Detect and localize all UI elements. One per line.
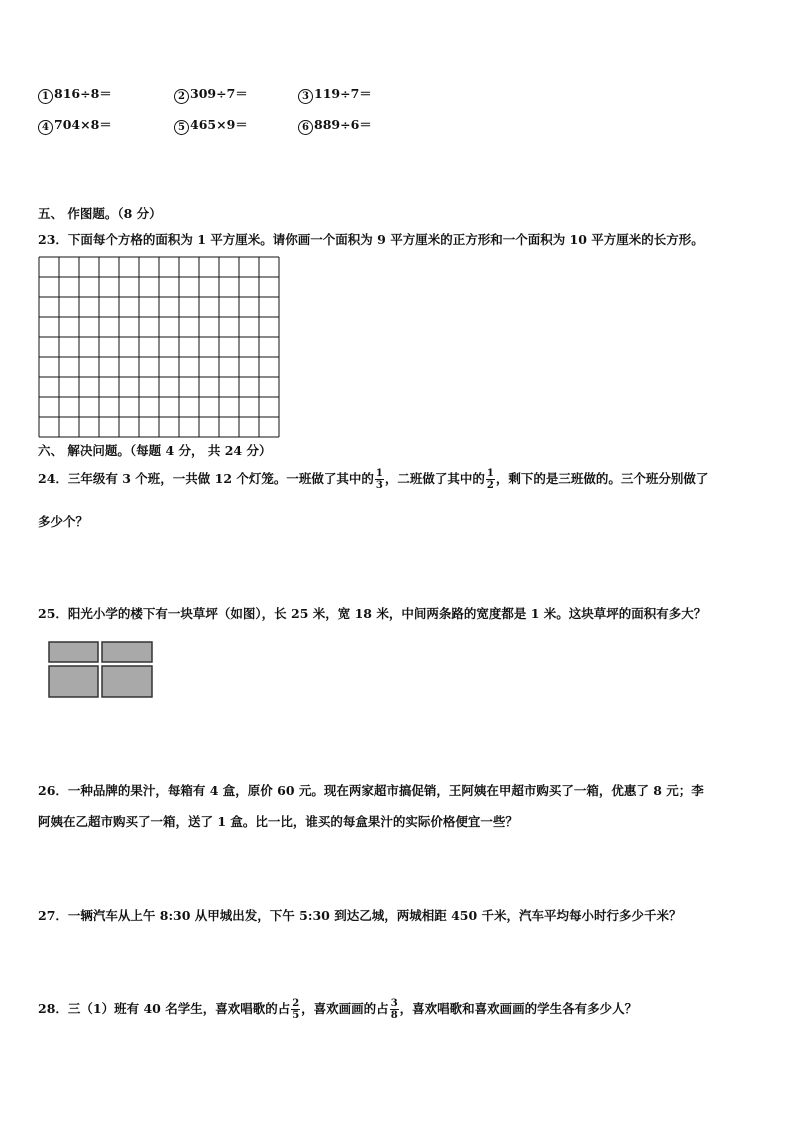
fraction-numerator: 2	[292, 998, 300, 1009]
circled-number: 6	[298, 120, 313, 135]
fraction-two-fifths	[291, 998, 300, 1021]
circled-number: 2	[174, 89, 189, 104]
calc-item-4	[38, 115, 112, 135]
fraction-denominator: 3	[375, 480, 383, 491]
question-24-text-1: 24．三年级有 3 个班，一共做 12 个灯笼。一班做了其中的	[38, 471, 374, 486]
circled-number: 3	[298, 89, 313, 104]
lawn-plot-bottom-right	[102, 666, 152, 697]
fraction-numerator: 1	[375, 468, 383, 479]
grid-lines	[39, 257, 279, 437]
question-24-line-2: 多少个？	[38, 514, 89, 529]
fraction-denominator: 2	[486, 480, 494, 491]
calc-item-1	[38, 84, 112, 104]
calc-item-5	[174, 115, 248, 135]
section-heading-problems: 六、 解决问题。（每题 4 分， 共 24 分）	[38, 443, 272, 458]
fraction-three-eighths	[390, 998, 399, 1021]
calc-expression: 309÷7＝	[190, 86, 248, 101]
question-24-text-2: ，二班做了其中的	[384, 471, 485, 486]
calc-expression: 465×9＝	[190, 117, 248, 132]
fraction-denominator: 8	[390, 1010, 398, 1021]
question-26-line-2: 阿姨在乙超市购买了一箱，送了 1 盒。比一比，谁买的每盒果汁的实际价格便宜一些？	[38, 814, 518, 829]
question-28	[38, 998, 637, 1021]
circled-number: 1	[38, 89, 53, 104]
calc-expression: 889÷6＝	[314, 117, 372, 132]
fraction-denominator: 5	[292, 1010, 300, 1021]
fraction-one-third	[375, 468, 384, 491]
question-28-text-1: 28．三（1）班有 40 名学生，喜欢唱歌的占	[38, 1001, 291, 1016]
section-heading-drawing: 五、 作图题。（8 分）	[38, 206, 162, 221]
question-23: 23．下面每个方格的面积为 1 平方厘米。请你画一个面积为 9 平方厘米的正方形和一个面积为 10 平方厘米的长方形。	[38, 232, 704, 247]
calc-expression: 816÷8＝	[54, 86, 112, 101]
question-28-text-2: ，喜欢画画的占	[301, 1001, 389, 1016]
lawn-plot-top-left	[49, 642, 98, 662]
question-26: 26．一种品牌的果汁，每箱有 4 盒，原价 60 元。现在两家超市搞促销，王阿姨在甲超市购买了一箱，优惠了 8 元；李	[38, 783, 704, 798]
calc-item-3	[298, 84, 372, 104]
calc-item-2	[174, 84, 248, 104]
circled-number: 5	[174, 120, 189, 135]
question-24-text-3: ，剩下的是三班做的。三个班分别做了	[495, 471, 709, 486]
fraction-numerator: 3	[390, 998, 398, 1009]
square-grid[interactable]	[38, 256, 280, 438]
fraction-numerator: 1	[486, 468, 494, 479]
lawn-plot-bottom-left	[49, 666, 98, 697]
circled-number: 4	[38, 120, 53, 135]
fraction-one-half	[486, 468, 495, 491]
lawn-diagram	[48, 641, 154, 699]
lawn-plot-top-right	[102, 642, 152, 662]
calc-expression: 704×8＝	[54, 117, 112, 132]
calc-expression: 119÷7＝	[314, 86, 372, 101]
question-25: 25．阳光小学的楼下有一块草坪（如图），长 25 米，宽 18 米，中间两条路的宽度都是 1 米。这块草坪的面积有多大？	[38, 606, 707, 621]
question-28-text-3: ，喜欢唱歌和喜欢画画的学生各有多少人？	[399, 1001, 638, 1016]
question-27: 27．一辆汽车从上午 8:30 从甲城出发，下午 5:30 到达乙城，两城相距 450 千米，汽车平均每小时行多少千米？	[38, 908, 682, 923]
calc-item-6	[298, 115, 372, 135]
question-24	[38, 468, 708, 491]
